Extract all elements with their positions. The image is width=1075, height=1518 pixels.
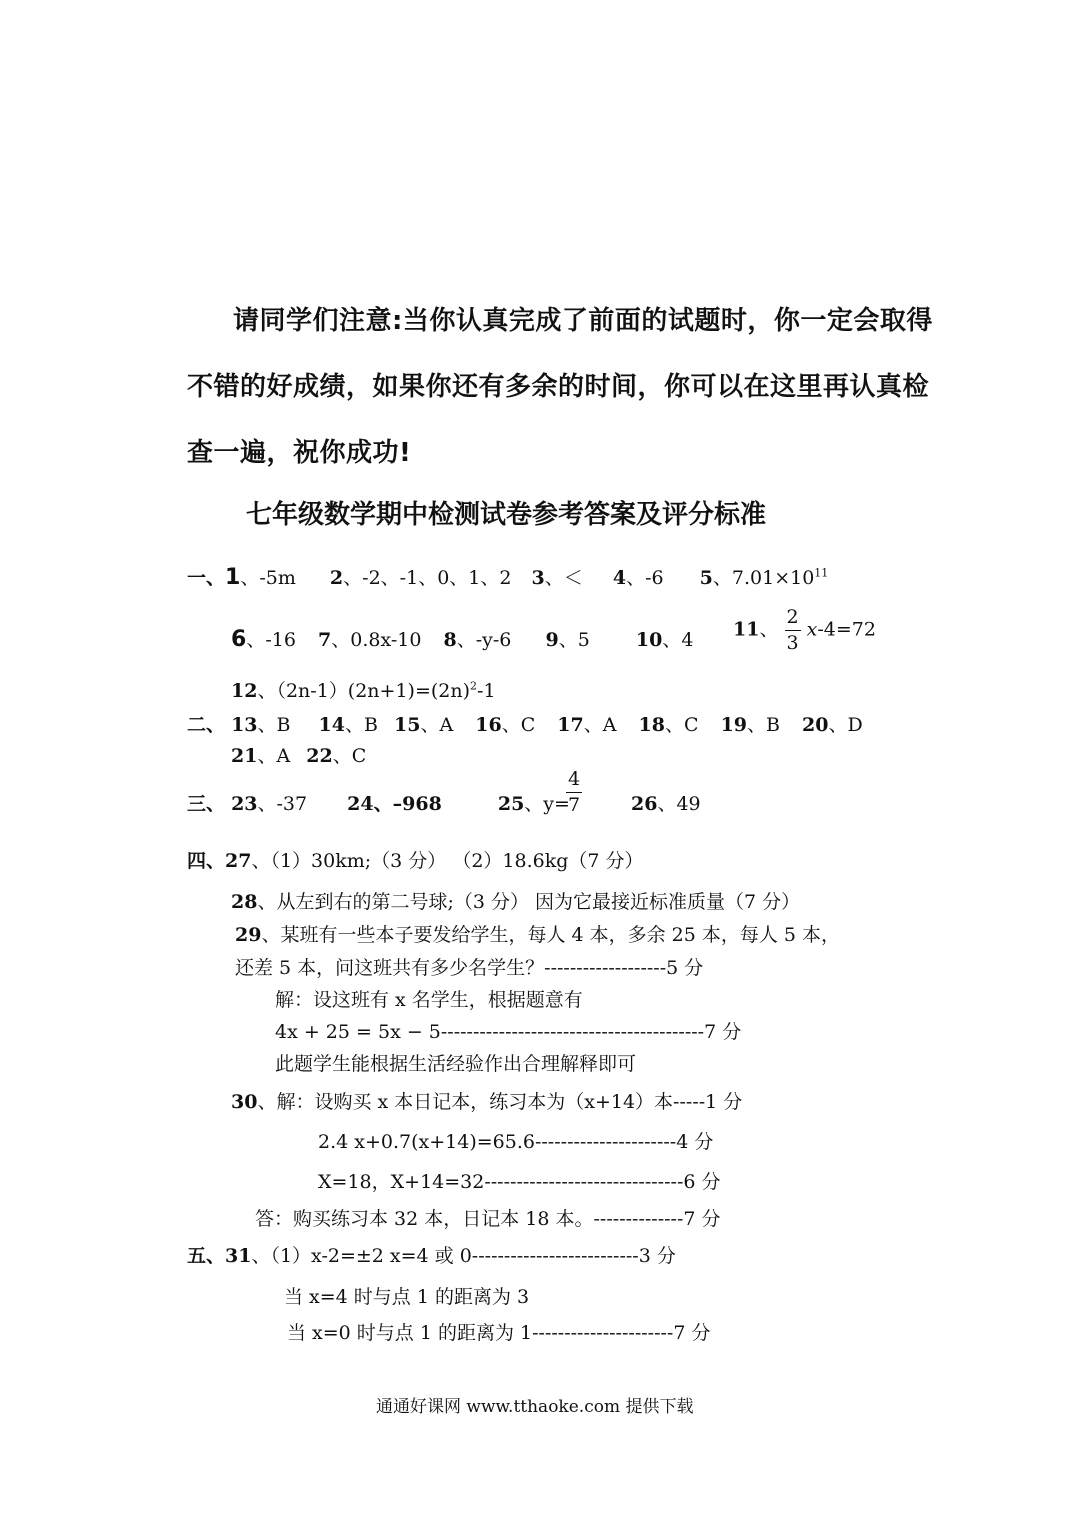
q31-line2: 当 x=4 时与点 1 的距离为 3 [284,1286,530,1308]
q7-answer: 0.8x-10 [350,629,422,651]
q16-number: 16 [475,714,502,736]
q20-number: 20 [802,714,829,736]
note-line-2: 不错的好成绩，如果你还有多余的时间，你可以在这里再认真检 [187,372,930,402]
q5-answer: 7.01×10 [731,567,815,589]
q11-numerator: 2 [785,608,801,631]
q5-number: 5 [699,567,713,589]
page-title: 七年级数学期中检测试卷参考答案及评分标准 [246,500,767,530]
q17-number: 17 [557,714,584,736]
q29-line1: 29、某班有一些本子要发给学生，每人 4 本，多余 25 本，每人 5 本， [235,924,841,946]
q29-line2: 还差 5 本，问这班共有多少名学生？-------------------5 分 [235,957,704,979]
q23-number: 23 [231,793,258,815]
q18-number: 18 [638,714,665,736]
q14-answer: 、B [344,714,378,736]
q31-line1: 五、31、（1）x-2=±2 x=4 或 0--------------------------3 分 [187,1245,676,1267]
q13-answer: 、B [257,714,291,736]
q20-answer: 、D [828,714,863,736]
q30-line4: 答：购买练习本 32 本，日记本 18 本。--------------7 分 [255,1208,721,1230]
q11-denominator: 3 [786,632,799,654]
section3-marker: 三、 [187,793,226,815]
q8-number: 8 [443,629,457,651]
section3-row [187,789,570,816]
section1-row1: 一、1、-5m 2、-2、-1、0、1、2 3、＜ 4、-6 5、$7.01\times 10^{11}$ [187,565,829,590]
q26-answer: 、49 [657,793,701,815]
q30-line2: 2.4 x+0.7(x+14)=65.6----------------------4 分 [318,1131,714,1153]
q27 [187,846,644,873]
q12: 12、$(2n-1)(2n+1)=(2n)^2-1$ [231,679,496,702]
q25-answer: 、y= [524,793,570,815]
q31-number: 31 [225,1245,252,1267]
q25-denominator: 7 [568,794,581,816]
q19-answer: 、B [747,714,780,736]
section5-marker: 五、 [187,1245,226,1267]
q28-answer: 、从左到右的第二号球;（3 分） 因为它最接近标准质量（7 分） [257,891,801,913]
q15-answer: 、A [420,714,454,736]
q21-number: 21 [231,745,258,767]
q28 [231,887,800,914]
section1-row2: 6、-16 7、0.8x-10 8、-y-6 9、5 10、4 [231,627,694,652]
q29-line3: 解：设这班有 x 名学生，根据题意有 [275,989,583,1011]
q2-answer: -2、-1、0、1、2 [362,567,512,589]
q19-number: 19 [720,714,748,736]
q9-number: 9 [545,629,559,651]
q25-fraction [566,770,582,815]
section4-marker: 四、 [187,850,226,872]
q16-answer: 、C [501,714,536,736]
q9-answer: 5 [577,629,590,651]
q10-answer: 4 [681,629,694,651]
q25-number: 25 [497,793,525,815]
note-line-1: 请同学们注意:当你认真完成了前面的试题时，你一定会取得 [233,306,933,336]
q27-answer: 、（1）30km;（3 分） （2）18.6kg（7 分） [251,850,644,872]
q1-number: 1 [225,565,241,590]
q27-number: 27 [225,850,252,872]
section2-row2 [231,741,366,768]
q12-answer: 、（2n-1）(2n+1)=(2n) [257,680,471,702]
q26 [631,789,701,816]
q11: 11、 $\frac{2}{3}$ x-4=72 [733,606,876,654]
q3-answer: ＜ [563,567,583,589]
q11-fraction [785,608,801,653]
q29-line5: 此题学生能根据生活经验作出合理解释即可 [275,1053,637,1075]
section1-marker: 一、 [187,567,226,589]
q22-answer: 、C [332,745,367,767]
q11-answer: -4=72 [817,618,876,641]
q26-number: 26 [631,793,658,815]
section2-marker: 二、 [187,714,226,736]
q4-number: 4 [612,567,627,589]
q21-answer: 、A [257,745,291,767]
q10-number: 10 [635,629,663,651]
q30-line3: X=18，X+14=32-------------------------------6 分 [318,1171,721,1193]
q17-answer: 、A [583,714,617,736]
q7-number: 7 [317,629,332,651]
q3-number: 3 [531,567,545,589]
q23-answer: 、-37 [257,793,308,815]
note-line-3: 查一遍，祝你成功! [187,438,412,468]
section2-row1 [187,710,863,737]
q25-numerator: 4 [566,770,582,793]
q24-number: 24 [347,793,374,815]
q24-answer: 、–968 [373,793,442,815]
q29-number: 29 [235,924,262,946]
q18-answer: 、C [664,714,699,736]
q13-number: 13 [231,714,258,736]
q1-answer: -5m [259,567,296,589]
q29-equation: 4x + 25 = 5x − 5-----------------------------------------7 分 [275,1021,742,1043]
q12-exponent: 2 [470,679,478,693]
q28-number: 28 [231,891,258,913]
q6-answer: -16 [265,629,296,651]
q30-line1: 30、解：设购买 x 本日记本，练习本为（x+14）本-----1 分 [231,1091,743,1113]
q5-exponent: 11 [814,566,829,580]
q15-number: 15 [394,714,421,736]
q30-number: 30 [231,1091,258,1113]
q31-line3: 当 x=0 时与点 1 的距离为 1----------------------7 分 [287,1322,711,1344]
q2-number: 2 [329,567,344,589]
q8-answer: -y-6 [475,629,512,651]
q11-number: 11 [733,618,760,641]
q14-number: 14 [318,714,345,736]
q22-number: 22 [306,745,333,767]
page-footer: 通通好课网 www.tthaoke.com 提供下载 [376,1397,694,1417]
q11-variable: x [806,618,818,641]
q4-answer: -6 [645,567,664,589]
q6-number: 6 [231,627,247,652]
q12-number: 12 [231,680,258,702]
